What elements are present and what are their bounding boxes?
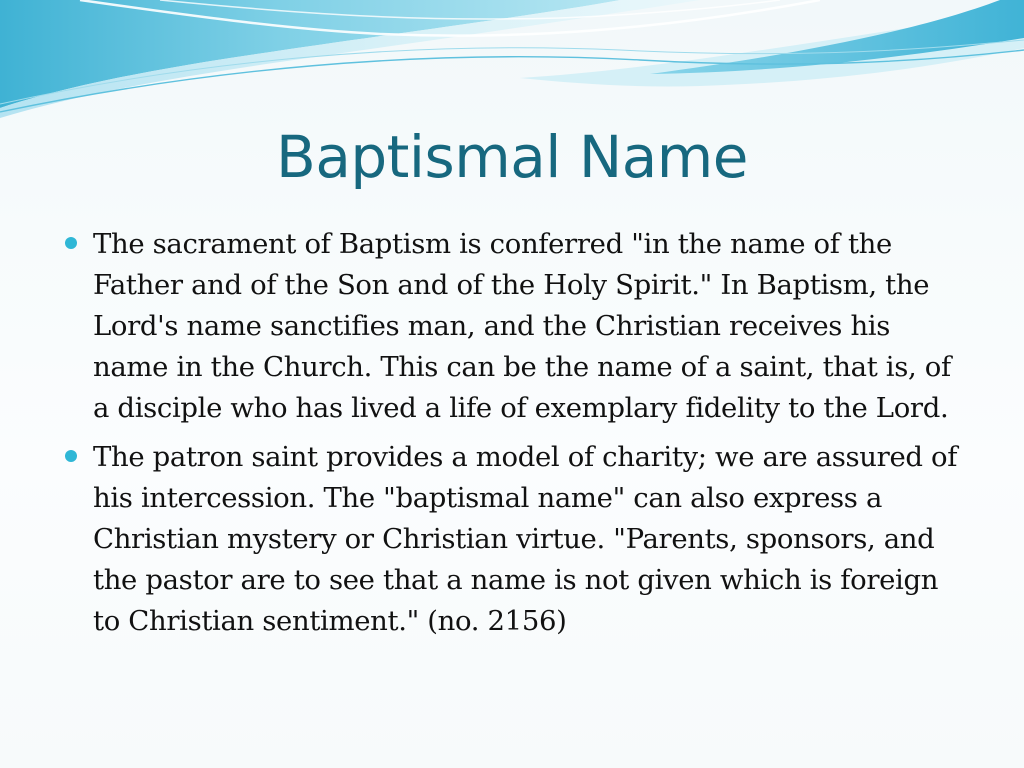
bullet-text: The sacrament of Baptism is conferred "in the name of the Father and of the Son and of the Holy Spirit." In Baptism, the Lord's name sanctifies man, and the Christian receives his name in the Church. This can be the name of a saint, that is, of a disciple who has lived a life of exemplary fidelity to the Lord. [93, 228, 951, 424]
slide-title: Baptismal Name [276, 123, 748, 191]
bullet-dot-icon [65, 237, 77, 249]
bullet-item [62, 224, 962, 429]
bullet-dot-icon [65, 450, 77, 462]
bullet-text: The patron saint provides a model of charity; we are assured of his intercession. The "baptismal name" can also express a Christian mystery or Christian virtue. "Parents, sponsors, and the pastor are to see that a name is not given which is foreign to Christian sentiment." (no. 2156) [93, 441, 958, 637]
bullet-item [62, 437, 962, 642]
header-wave-decoration [0, 0, 1024, 130]
bullet-list [62, 224, 962, 650]
